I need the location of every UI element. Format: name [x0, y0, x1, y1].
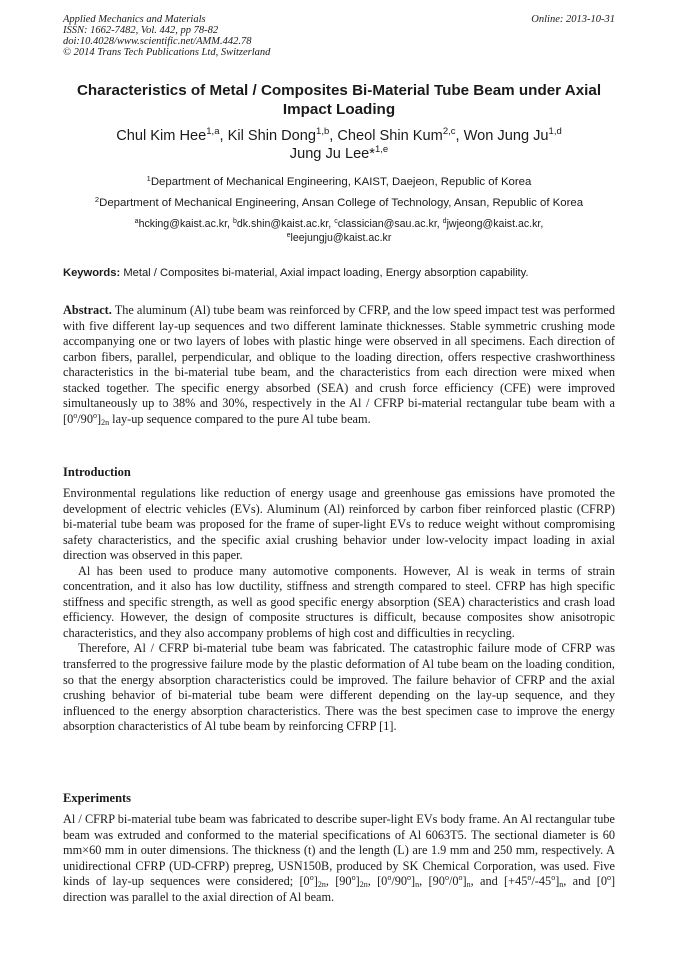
author-name: Kil Shin Dong	[227, 128, 317, 144]
abstract-layup: $[0^o/90^o]_{2n}$	[63, 410, 110, 427]
affiliation-mark: 1	[146, 174, 151, 183]
email-mark: d	[442, 218, 447, 225]
intro-paragraph-2: Al has been used to produce many automotive components. However, Al is weak in terms of strain concentration, and it also has low ductility, stiffness and strength compared to steel. CFRP has high specific stiffness and specific strength, as well as good specific energy absorption (SEA) characteristics and crash load efficiency. However, the design of composite structures is difficult, because composites show anisotropic characteristics, and they also accompany problems of high cost and difficulties in recycling.	[63, 563, 615, 640]
journal-name: Applied Mechanics and Materials	[63, 14, 206, 25]
copyright-line: © 2014 Trans Tech Publications Ltd, Switzerland	[63, 47, 271, 58]
author-affil-mark: 1,a	[206, 126, 220, 137]
layup-seq-5: $[+45^o/-45^o]_n$, and	[504, 873, 591, 890]
author-name: Jung Ju Lee*	[289, 146, 375, 162]
keywords-text: Metal / Composites bi-material, Axial impact loading, Energy absorption capability.	[123, 267, 529, 279]
abstract	[63, 303, 615, 427]
layup-seq-4: $[90^o/0^o]_n$, and	[428, 873, 498, 890]
author-affil-mark: 1,b	[316, 126, 330, 137]
email-address[interactable]: jwjeong@kaist.ac.kr,	[446, 218, 544, 230]
experiments-text-a: Al / CFRP bi-material tube beam was fabricated to describe super-light EVs body frame. An Al rectangular tube beam was extruded and conformed to the material specifications of Al 6063T5. The sectional diameter is 60 mm	[63, 812, 615, 858]
layup-seq-1: $[0^o]_{2n}$,	[299, 873, 329, 890]
email-mark: a	[134, 218, 139, 225]
introduction-body	[63, 486, 615, 735]
online-date: Online: 2013-10-31	[531, 14, 615, 25]
intro-paragraph-1: Environmental regulations like reduction of energy usage and greenhouse gas emissions have promoted the development of electric vehicles (EVs). Aluminum (Al) reinforced by carbon fiber reinforced plastic (CFRP) bi-material tube beam was proposed for the frame of super-light EVs to reduce weight without compromising safety characteristics, and the specific axial crushing behavior under low-velocity impact loading in axial direction was observed in this paper.	[63, 486, 615, 563]
paper-title: Characteristics of Metal / Composites Bi-Material Tube Beam under Axial Impact Loading	[76, 82, 602, 118]
keywords-label: Keywords:	[63, 267, 121, 279]
email-address[interactable]: dk.shin@kaist.ac.kr,	[236, 218, 332, 230]
author-name: Cheol Shin Kum	[337, 128, 443, 144]
author-list: Chul Kim Hee$^{1,a}$, Kil Shin Dong$^{1,b}$, Cheol Shin Kum$^{2,c}$, Won Jung Ju$^{1,d}$ Jung Ju Lee*$^{1,e}$	[116, 126, 562, 162]
affiliation-text: Department of Mechanical Engineering, Ansan College of Technology, Ansan, Republic of Korea	[99, 197, 584, 209]
email-address[interactable]: classician@sau.ac.kr,	[337, 218, 440, 230]
layup-seq-2: $[90^o]_{2n}$,	[335, 873, 371, 890]
section-heading-experiments: Experiments	[63, 791, 132, 805]
email-mark: b	[232, 218, 237, 225]
affiliation-mark: 2	[94, 195, 100, 204]
keywords	[63, 266, 615, 280]
affiliation-1	[63, 175, 615, 189]
author-name: Chul Kim Hee	[116, 128, 207, 144]
times-symbol: ×	[82, 843, 90, 858]
email-mark: c	[334, 218, 338, 225]
email-address[interactable]: hcking@kaist.ac.kr,	[138, 218, 230, 230]
experiments-body	[63, 812, 615, 905]
abstract-text: The aluminum (Al) tube beam was reinforced by CFRP, and the low speed impact test was performed with five different lay-up sequences and two different laminate thicknesses. Stable symmetric crushing mode accompanying one or two layers of lobes with plastic hinge were observed in all specimens. Each direction of carbon fibers, parallel, perpendicular, and oblique to the loading direction, offers respective crashworthiness characteristics in the bi-material tube beam, and the characteristics from each direction were mixed when stacked together. The specific energy absorbed (SEA) and crush force efficiency (CFE) were improved simultaneously up to 38% and 30%, respectively in the Al / CFRP bi-material rectangular tube beam with a	[63, 303, 615, 411]
intro-paragraph-3: Therefore, Al / CFRP bi-material tube beam was fabricated. The catastrophic failure mode of CFRP was transferred to the progressive failure mode by the plastic deformation of Al tube beam on the loading condition, so that the energy absorption characteristics could be improved. The failure behavior of CFRP and the axial crushing behavior of bi-material tube beam were different depending on the lay-up sequence, and they influenced to the energy absorption characteristics. There was the best specimen case to improve the energy absorption characteristics of Al tube beam by reinforcing CFRP [1].	[63, 641, 615, 734]
running-header	[63, 14, 615, 58]
abstract-tail: lay-up sequence compared to the pure Al tube beam.	[112, 411, 371, 426]
abstract-label: Abstract.	[63, 303, 112, 317]
email-address[interactable]: leejungju@kaist.ac.kr	[290, 232, 392, 244]
section-heading-introduction: Introduction	[63, 465, 131, 479]
author-affil-mark: 2,c	[442, 126, 456, 137]
email-mark: e	[286, 232, 291, 239]
issn-line: ISSN: 1662-7482, Vol. 442, pp 78-82	[63, 25, 219, 36]
author-name: Won Jung Ju	[463, 128, 549, 144]
email-list	[63, 217, 615, 245]
author-affil-mark: 1,e	[374, 144, 389, 155]
affiliation-text: Department of Mechanical Engineering, KAIST, Daejeon, Republic of Korea	[150, 176, 532, 188]
author-affil-mark: 1,d	[548, 126, 562, 137]
experiments-text-c: [0$^o$] direction was parallel to the axial direction of Al beam.	[63, 873, 616, 904]
doi-line: doi:10.4028/www.scientific.net/AMM.442.78	[63, 36, 252, 47]
experiments-text-b: 60 mm in outer dimensions. The thickness (t) and the length (L) are 1.9 mm and 250 mm, respectively. A unidirectional CFRP (UD-CFRP) prepreg, USN150B, produced by SK Chemical Corporation, was used. Five kinds of lay-up sequences were considered;	[63, 843, 615, 889]
layup-seq-3: $[0^o/90^o]_n$,	[377, 873, 423, 890]
affiliation-2	[63, 196, 615, 210]
